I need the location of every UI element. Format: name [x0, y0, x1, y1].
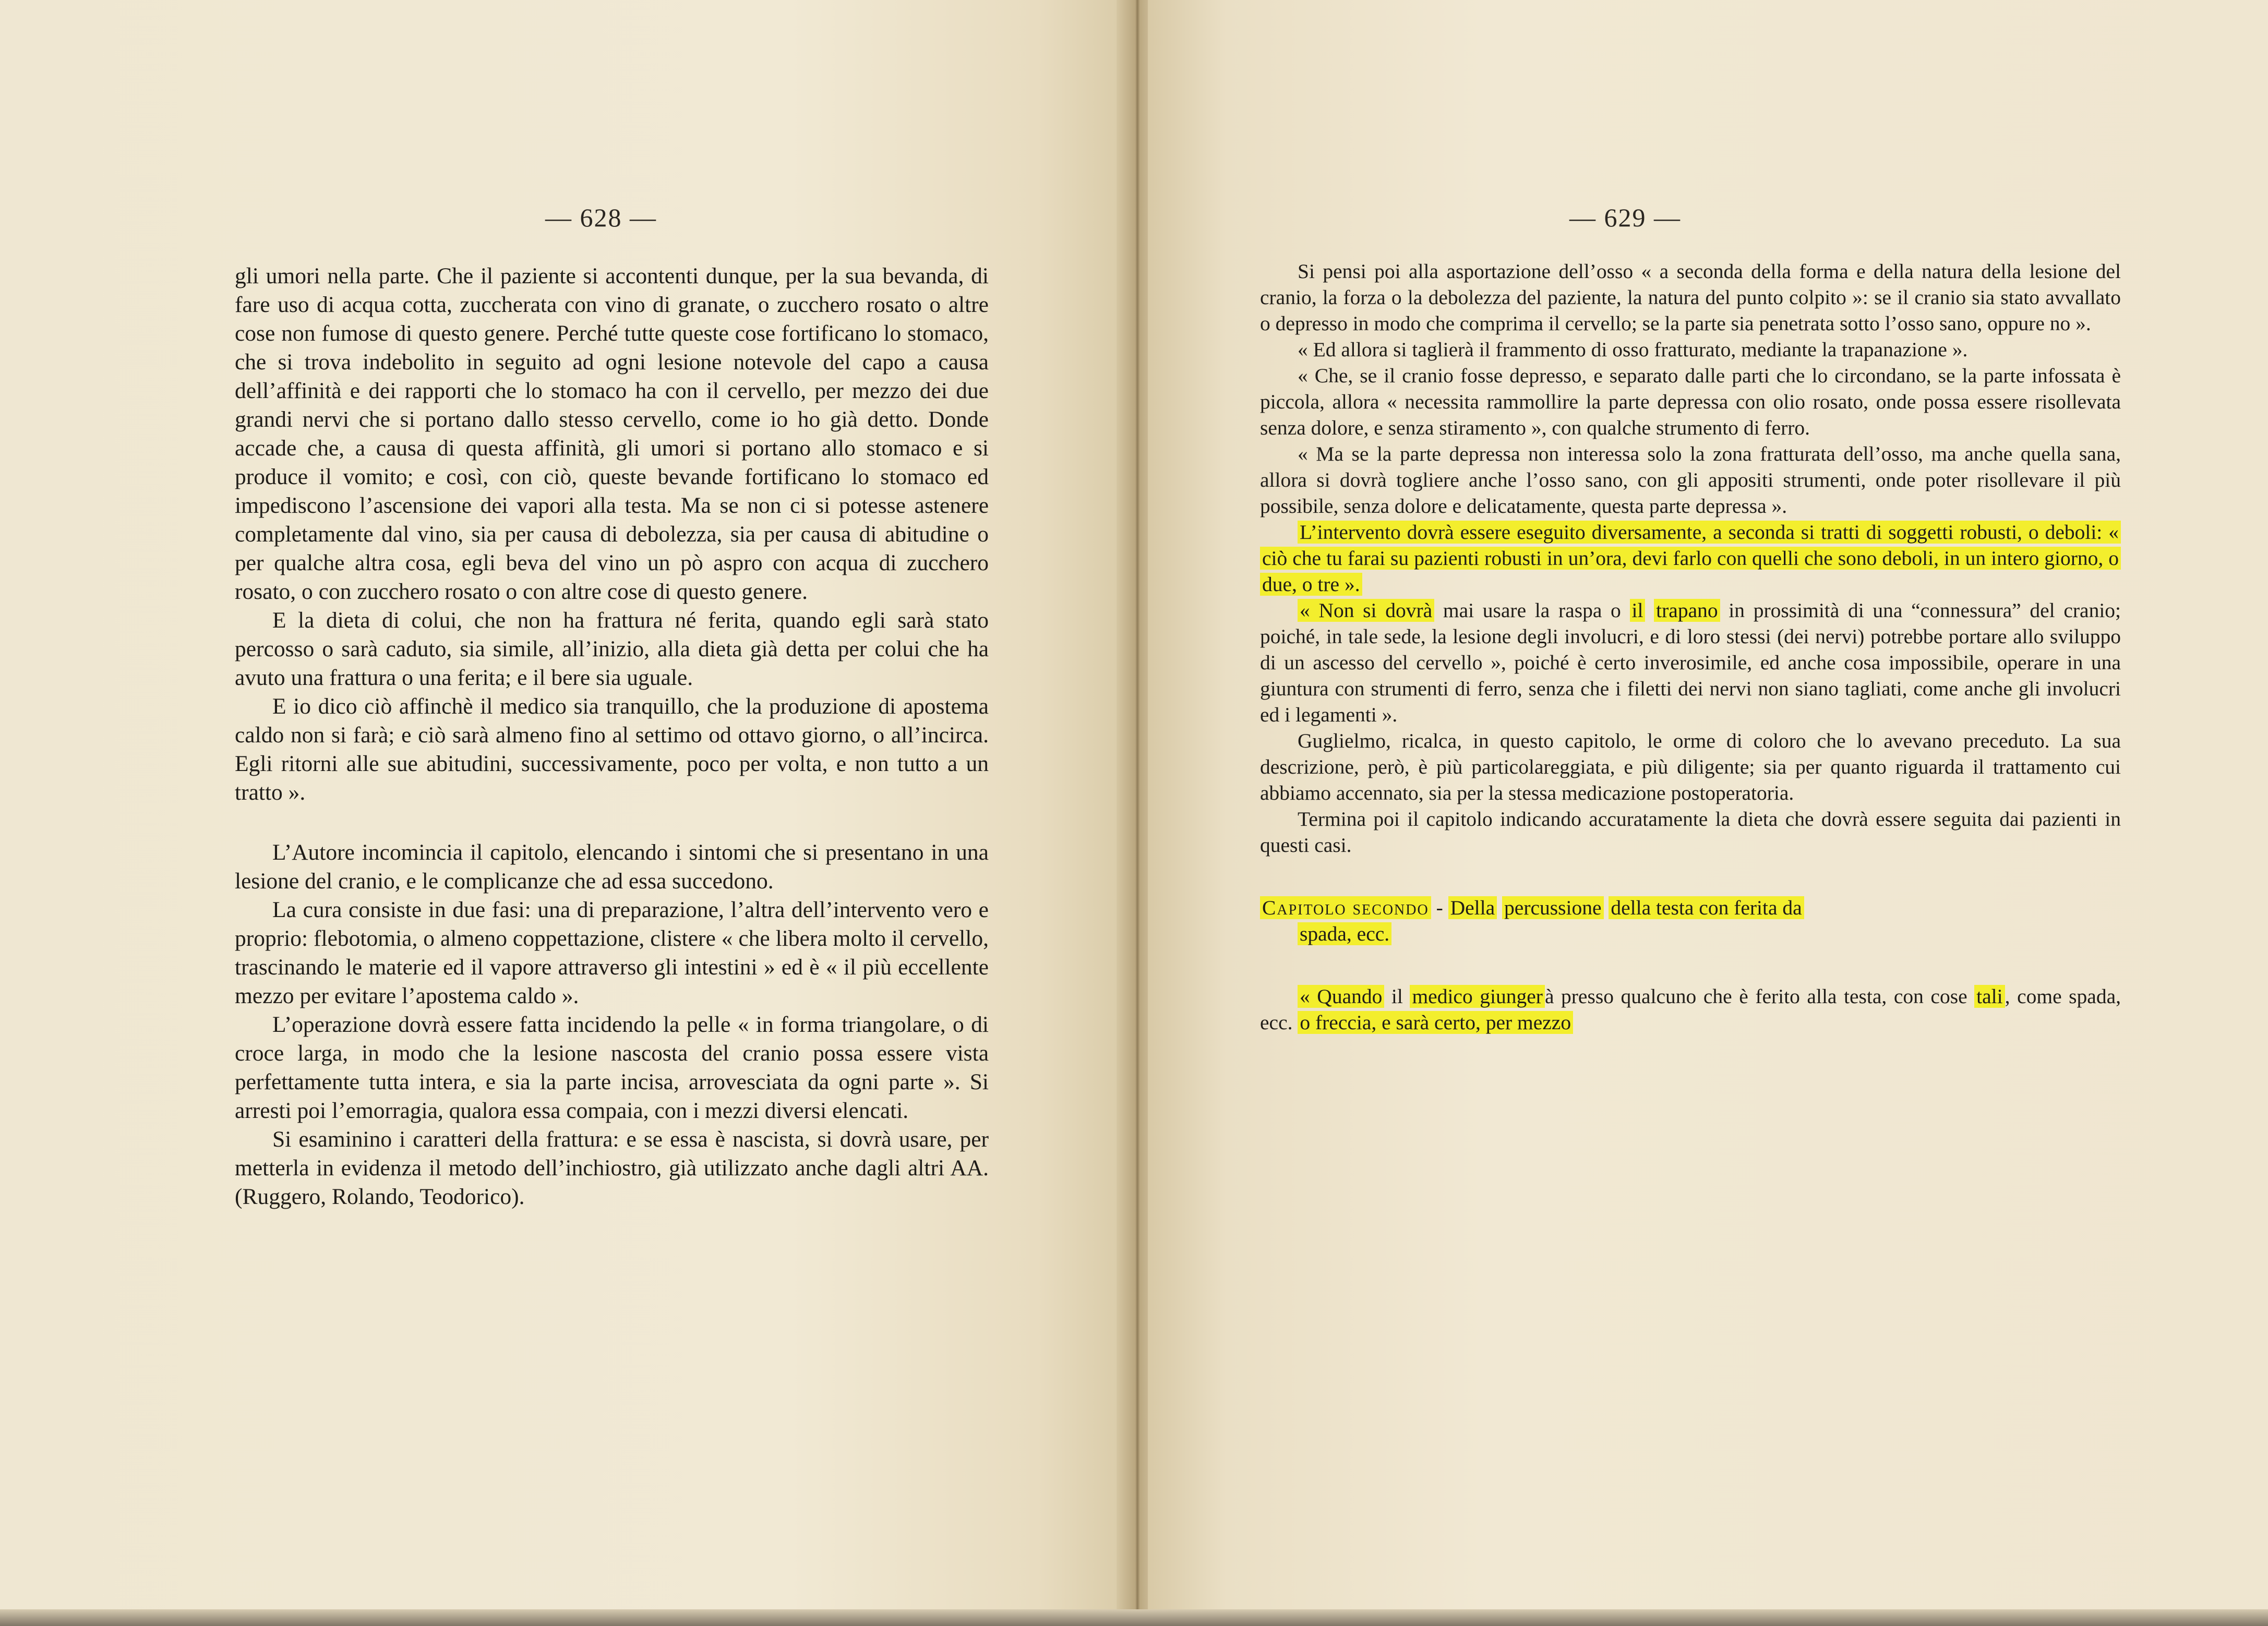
- paragraph: Si esaminino i caratteri della frattura: e se essa è nascista, si dovrà usare, per metterla in evidenza il metodo dell’inchiostro, già utilizzato anche dagli altri AA. (Ruggero, Rolando, Teodorico).: [235, 1127, 989, 1209]
- paragraph: [1260, 983, 2121, 1035]
- highlight: o freccia, e sarà certo, per mezzo: [1298, 1011, 1573, 1034]
- paragraph: [1260, 597, 2121, 728]
- highlight: della testa con ferita da: [1609, 896, 1804, 919]
- paragraph: Si pensi poi alla asportazione dell’osso « a seconda della forma e della natura della lesione del cranio, la forza o la debolezza del paziente, la natura del punto colpito »: se il cranio sia stato avvallato o depresso in modo che comprima il cervello; se la parte sia penetrata sotto l’osso sano, oppure no ».: [1260, 260, 2121, 335]
- paragraph: Termina poi il capitolo indicando accuratamente la dieta che dovrà essere seguita dai pazienti in questi casi.: [1260, 808, 2121, 857]
- text-run: , come spada, ecc.: [1260, 985, 2121, 1034]
- paragraph: « Che, se il cranio fosse depresso, e separato dalle parti che lo circondano, se la parte infossata è piccola, allora « necessita rammollire la parte depressa con olio rosato, onde possa essere risollevata senza dolore, e senza stiramento », con qualche strumento di ferro.: [1260, 364, 2121, 439]
- paragraph: « Ed allora si taglierà il frammento di osso fratturato, mediante la trapanazione ».: [1298, 338, 1968, 361]
- highlight: Della: [1448, 896, 1497, 919]
- paragraph: gli umori nella parte. Che il paziente si accontenti dunque, per la sua bevanda, di fare uso di acqua cotta, zuccherata con vino di granate, o zucchero rosato o altre cose non fumose di questo genere. Perché tutte queste cose fortificano lo stomaco, che si trova indebolito in seguito ad ogni lesione notevole del capo a causa dell’affinità e dei rapporti che lo stomaco ha con il cervello, per mezzo dei due grandi nervi che si portano dallo stesso cervello, come io ho già detto. Donde accade che, a causa di questa affinità, gli umori si portano allo stomaco e si produce il vomito; e così, con ciò, queste bevande fortificano lo stomaco ed impediscono l’ascensione dei vapori alla testa. Ma se non ci si potesse astenere completamente dal vino, sia per causa di debolezza, sia per causa di abitudine o per qualche altra cosa, egli beva del vino un pò aspro con acqua di zucchero rosato, o con zucchero rosato o con altre cose di questo genere.: [235, 263, 989, 604]
- highlight: L’intervento dovrà essere eseguito diversamente, a seconda si tratti di soggetti robusti, o deboli: « ciò che tu farai su pazienti robusti in un’ora, devi farlo con quelli che sono deboli, in un intero giorno, o due, o tre ».: [1260, 521, 2121, 596]
- right-page: [1148, 0, 2268, 1626]
- chapter-label: Capitolo secondo: [1260, 896, 1431, 919]
- page-bottom-edge: [0, 1609, 2268, 1626]
- highlighted-paragraph: [1260, 519, 2121, 597]
- text-run: mai usare la raspa o: [1434, 599, 1630, 622]
- page-number-right: — 629 —: [1569, 203, 1681, 232]
- right-page-text: [1260, 258, 2121, 1035]
- page-number-left: — 628 —: [545, 203, 657, 232]
- text-run: à presso qualcuno che è ferito alla testa, con cose: [1544, 985, 1975, 1008]
- paragraph: La cura consiste in due fasi: una di preparazione, l’altra dell’intervento vero e proprio: flebotomia, o almeno coppettazione, clistere « che libera molto il cervello, trascinando le materie ed il vapore attraverso gli intestini » ed è « il più eccellente mezzo per evitare l’apostema caldo ».: [235, 897, 989, 1008]
- paragraph: L’operazione dovrà essere fatta incidendo la pelle « in forma triangolare, o di croce larga, in modo che la lesione nascosta del cranio possa essere vista perfettamente tutta intera, e sia la parte incisa, arrovesciata da ogni parte ». Si arresti poi l’emorragia, qualora essa compaia, con i mezzi diversi elencati.: [235, 1012, 989, 1123]
- text-run: in prossimità di una “connessura” del cranio; poiché, in tale sede, la lesione degli involucri, e di loro stessi (dei nervi) potrebbe portare allo sviluppo di un ascesso del cervello », poiché è certo inverosimile, ed anche cosa impossibile, operare in una giuntura con strumenti di ferro, senza che i filetti dei nervi non siano tagliati, come anche gli involucri ed i legamenti ».: [1260, 599, 2121, 726]
- highlight: percussione: [1502, 896, 1603, 919]
- paragraph: « Ma se la parte depressa non interessa solo la zona fratturata dell’osso, ma anche quella sana, allora si dovrà togliere anche l’osso sano, con gli appositi strumenti, onde poter risollevare il più possibile, senza dolore e delicatamente, questa parte depressa ».: [1260, 442, 2121, 517]
- highlight: medico giunger: [1410, 985, 1544, 1008]
- paragraph: E io dico ciò affinchè il medico sia tranquillo, che la produzione di apostema caldo non si farà; e ciò sarà almeno fino al settimo od ottavo giorno, o all’incirca. Egli ritorni alle sue abitudini, successivamente, poco per volta, e non tutto a un tratto ».: [235, 694, 989, 805]
- chapter-heading: [1260, 895, 2121, 947]
- paragraph: Guglielmo, ricalca, in questo capitolo, le orme di coloro che lo avevano preceduto. La sua descrizione, però, è più particolareggiata, e più diligente; sia per quanto riguarda il trattamento cui abbiamo accennato, sia per la stessa medicazione postoperatoria.: [1260, 729, 2121, 804]
- text-run: -: [1431, 896, 1448, 919]
- paragraph: L’Autore incomincia il capitolo, elencando i sintomi che si presentano in una lesione del cranio, e le complicanze che ad essa succedono.: [235, 840, 989, 894]
- left-page: [0, 0, 1127, 1626]
- highlight: trapano: [1654, 599, 1720, 622]
- text-run: il: [1384, 985, 1410, 1008]
- highlight: il: [1630, 599, 1646, 622]
- highlight: tali: [1974, 985, 2005, 1008]
- highlight: spada, ecc.: [1298, 922, 1391, 945]
- highlight: « Quando: [1298, 985, 1384, 1008]
- highlight: « Non si dovrà: [1298, 599, 1434, 622]
- paragraph: E la dieta di colui, che non ha frattura né ferita, quando egli sarà stato percosso o sarà caduto, sia simile, all’inizio, alla dieta già detta per colui che ha avuto una frattura o una ferita; e il bere sia uguale.: [235, 608, 989, 690]
- left-page-text: [235, 262, 989, 1211]
